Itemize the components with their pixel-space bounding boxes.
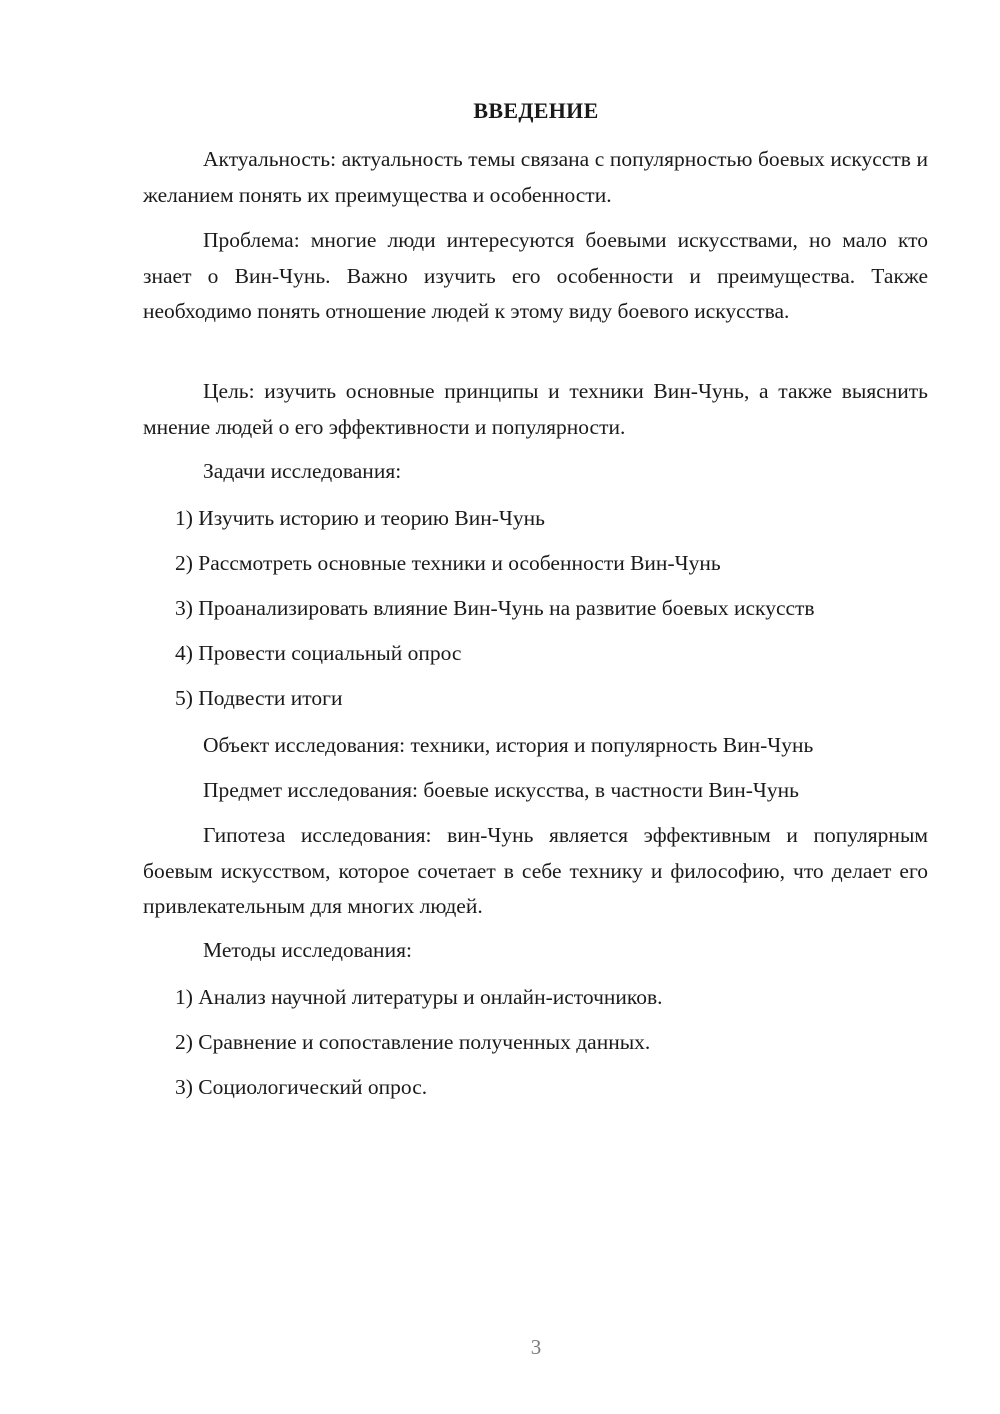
- relevance-paragraph: Актуальность: актуальность темы связана с популярностью боевых искусств и желанием понять их преимущества и особенности.: [143, 147, 928, 207]
- method-item: 3) Социологический опрос.: [175, 1075, 428, 1099]
- problem-paragraph: Проблема: многие люди интересуются боевыми искусствами, но мало кто знает о Вин-Чунь. Важно изучить его особенности и преимущества. Также необходимо понять отношение людей к этому виду боевого искусства.: [143, 228, 928, 323]
- tasks-heading: Задачи исследования:: [203, 459, 402, 483]
- research-object: Объект исследования: техники, история и популярность Вин-Чунь: [203, 733, 814, 757]
- hypothesis-paragraph: Гипотеза исследования: вин-Чунь является эффективным и популярным боевым искусством, которое сочетает в себе технику и философию, что делает его привлекательным для многих людей.: [143, 823, 928, 918]
- task-item: 5) Подвести итоги: [175, 686, 343, 710]
- page-number: 3: [530, 1335, 542, 1359]
- goal-paragraph: Цель: изучить основные принципы и техники Вин-Чунь, а также выяснить мнение людей о его эффективности и популярности.: [143, 379, 928, 439]
- page-title: ВВЕДЕНИЕ: [473, 98, 599, 123]
- methods-heading: Методы исследования:: [203, 938, 412, 962]
- task-item: 3) Проанализировать влияние Вин-Чунь на развитие боевых искусств: [175, 596, 815, 620]
- task-item: 2) Рассмотреть основные техники и особенности Вин-Чунь: [175, 551, 721, 575]
- task-item: 1) Изучить историю и теорию Вин-Чунь: [175, 506, 545, 530]
- method-item: 2) Сравнение и сопоставление полученных данных.: [175, 1030, 651, 1054]
- method-item: 1) Анализ научной литературы и онлайн-источников.: [175, 985, 663, 1009]
- research-subject: Предмет исследования: боевые искусства, в частности Вин-Чунь: [203, 778, 799, 802]
- task-item: 4) Провести социальный опрос: [175, 641, 462, 665]
